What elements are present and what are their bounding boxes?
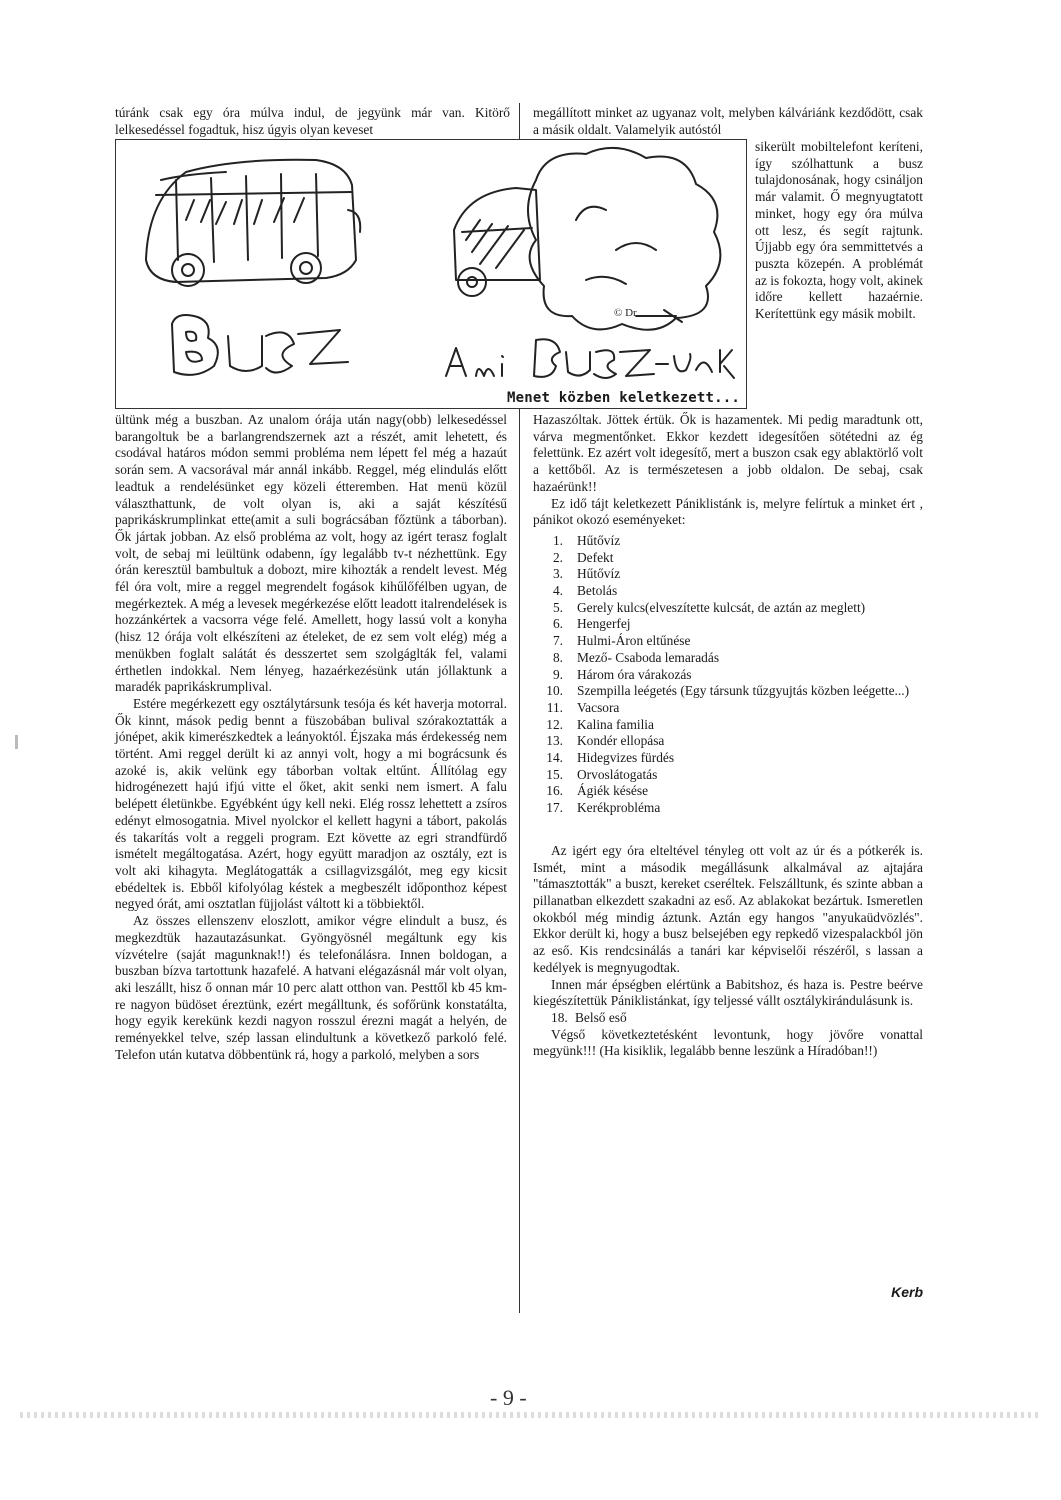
list-item-text: Hidegvizes fürdés [577, 750, 675, 766]
list-item-text: Mező- Csaboda lemaradás [577, 649, 720, 665]
panic-list-item [533, 667, 923, 684]
left-paragraph-3: Az összes ellenszenv eloszlott, amikor végre elindult a busz, és megkezdtük hazautazásunkat. Gyöngyösnél megáltunk egy kis vízvételre (saját magunknak!!) és telefonálásra. Innen boldogan, a buszban bízva tartottunk hazafelé. A hatvani elégazásnál már volt olyan, aki leszállt, hisz ő onnan már 10 perc alatt otthon van. Pesttől kb 45 km-re nagyon büdöset éreztünk, ezért megálltunk, és sofőrünk konstatálta, hogy egyik kerekünk kezdi nagyon rosszul érezni magát a helyén, de reményekkel telve, szép lassan elindultunk a következő parkoló felé. Telefon után kutatva döbbentünk rá, hogy a parkoló, melyben a sors [115, 913, 507, 1062]
list-item-text: Ágiék késése [577, 783, 649, 799]
panic-list-item [533, 600, 923, 617]
list-item-text: Vacsora [577, 699, 620, 715]
panic-list [533, 533, 923, 817]
panic-list-item [533, 800, 923, 817]
left-top-paragraph: túránk csak egy óra múlva indul, de jegyünk már van. Kitörő lelkesedéssel fogadtuk, hisz úgyis olyan keveset [115, 105, 510, 137]
list-item-number: 10. [546, 683, 563, 699]
list-item-number: 12. [546, 716, 563, 732]
panic-list-item [533, 550, 923, 567]
author-signature: Kerb [891, 1284, 923, 1300]
list-item-number: 15. [546, 766, 563, 782]
list-item-number: 9. [552, 666, 563, 682]
list-item-text: Kondér ellopása [577, 733, 665, 749]
list-item-number: 16. [546, 783, 563, 799]
figure-caption: Menet közben keletkezett... [507, 390, 740, 406]
artist-signature: © Dr [614, 307, 637, 319]
list-item-number: 13. [546, 733, 563, 749]
list-item-text: Hűtővíz [577, 566, 621, 582]
list-item-text: Hulmi-Áron eltűnése [577, 633, 691, 649]
panic-list-item [533, 733, 923, 750]
right-paragraph-4: Innen már épségben elértünk a Babitshoz, és haza is. Pestre beérve kiegészítettük Pániklistánkat, így teljessé vállt osztálykirándulásunk is. [533, 976, 923, 1009]
bus-drawing [116, 140, 746, 408]
panic-list-item [533, 616, 923, 633]
page-number: - 9 - [490, 1385, 527, 1410]
left-column-top [115, 105, 510, 138]
list-item-number: 18. [551, 1009, 568, 1025]
list-item-text: Kalina familia [577, 716, 654, 732]
list-item-number: 7. [552, 633, 563, 649]
list-item-number: 5. [552, 599, 563, 615]
list-item-number: 2. [552, 549, 563, 565]
panic-list-item [533, 633, 923, 650]
right-wrap-paragraph: sikerült mobiltelefont keríteni, így szólhattunk a busz tulajdonosának, hogy csináljon már valamit. Ő megnyugtatott minket, hogy egy óra múlva ott lesz, és segít rajtunk. Újjabb egy óra semmittetvés a puszta közepén. A problémát az is fokozta, hogy volt, akinek időre kellett hazaérnie. Kerítettünk egy másik mobilt. [755, 139, 923, 322]
list-item-number: 6. [552, 616, 563, 632]
list-item-text: Betolás [577, 583, 618, 599]
panic-list-item [533, 533, 923, 550]
panic-list-item [533, 717, 923, 734]
panic-list-item-18 [533, 1010, 923, 1027]
list-item-text: Hűtővíz [577, 532, 621, 548]
bus-illustration [115, 139, 747, 409]
list-item-text: Szempilla leégetés (Egy társunk tűzgyujtás közben leégette...) [577, 683, 910, 699]
right-column-top [533, 105, 923, 138]
scan-artifact [20, 1412, 1040, 1418]
list-item-text: Hengerfej [577, 616, 631, 632]
list-item-number: 14. [546, 750, 563, 766]
right-top-paragraph: megállított minket az ugyanaz volt, melyben kálváriánk kezdődött, csak a másik oldalt. Valamelyik autóstól [533, 105, 923, 137]
right-paragraph-2: Ez idő tájt keletkezett Pániklistánk is, melyre felírtuk a minket ért , pánikot okozó eseményeket: [533, 495, 923, 528]
right-column-wrap-text [755, 139, 923, 323]
panic-list-item [533, 783, 923, 800]
list-item-text: Gerely kulcs(elveszítette kulcsát, de aztán az meglett) [577, 599, 866, 615]
list-item-number: 11. [546, 699, 563, 715]
panic-list-item [533, 683, 923, 700]
list-item-number: 17. [546, 800, 563, 816]
left-column [115, 412, 507, 1063]
margin-mark [15, 735, 18, 749]
right-paragraph-1: Hazaszóltak. Jöttek értük. Ők is hazamentek. Mi pedig maradtunk ott, várva megmentőnket. Ekkor kezdett idegesítően sötétedni az ég felettünk. Ez azért volt idegesítő, mert a buszon csak egy ablaktörlő volt a kettőből. Az is természetesen a jobb oldalon. De sebaj, csak hazaérünk!! [533, 412, 923, 494]
panic-list-item [533, 750, 923, 767]
list-item-text: Belső eső [575, 1009, 627, 1025]
left-paragraph-2: Estére megérkezett egy osztálytársunk tesója és két haverja motorral. Ők kinnt, mások pedig bennt a füszobában bulival szórakoztatták a jónépet, akik kimerészkedtek a leányoktól. Éjszaka más érdekesség nem történt. Ami reggel derült ki az annyi volt, hogy a mi bográcsunk és azoké is, akik velünk egy táborban voltak eltűnt. Állítólag egy hidrogénezett hajú ifjú vitte el őket, akit senki nem ismert. A falu belépett életünkbe. Egyébként úgy kell neki. Elég rossz lehettett a zsíros edényt elmosogatnia. Mivel nyolckor el kellett hagyni a tábort, pakolás és takarítás volt a reggeli program. Ezt követte az egri strandfürdő ismételt megáltogatása. Azért, hogy együtt maradjon az osztály, ezt is volt aki kihagyta. Meglátogatták a csillagvizsgálót, meg egy kicsit ebédeltek is. Ebből kifolyólag késtek a megbeszélt időponthoz képest negyed órát, ami osztatlan füjjolást váltott ki a többiektől. [115, 695, 507, 912]
left-drawing-label: Busz [156, 396, 159, 397]
right-paragraph-3: Az igért egy óra elteltével tényleg ott volt az úr és a pótkerék is. Ismét, mint a második megállásunk alkalmával az ajtajára "támasztották" a buszt, kereket cseréltek. Felszálltunk, és szinte abban a pillanatban elkezdett szakadni az eső. Az ablakokat bezártuk. Ismeretlen okokból még mindig áztunk. Aztán egy hangos "anyukaüdvözlés". Ekkor derült ki, hogy a busz belsejében egy repkedő vizespalackból jön az eső. Kis rendcsinálás a tanári kar képviselői részéről, s lassan a kedélyek is megnyugodtak. [533, 842, 923, 975]
left-paragraph-1: ültünk még a buszban. Az unalom órája után nagy(obb) lelkesedéssel barangoltuk be a barlangrendszernek azt a részét, amit lehetett, és csodával határos módon semmi probléma nem lépett fel még a hazaút során sem. A vacsorával már annál inkább. Reggel, még elindulás előtt leadtuk a rendelésünket egy közeli étteremben. Hat menü közül választhattunk, de volt olyan is, aki a saját készítésű paprikáskrumplinkat ette(amit a suli bográcsában főztünk a táborban). Ők jártak jobban. Az első probléma az volt, hogy az igért terasz foglalt volt, de sebaj mi leültünk odabenn, így legalább tv-t nézhettünk. Egy órán keresztül bambultuk a dobozt, mire kihozták a rendelt levest. Még fél óra volt, mire a reggel megrendelt fogások kihűlőfélben ugyan, de megérkeztek. A még a levesek megérkezése előtt leadott italrendelések is hozzánkértek a vacsorra vége felé. Amellett, hogy lassú volt a konyha (hisz 12 órája volt elkészíteni az ételeket, de ez sem volt elég) még a menükben foglalt salátát és desszertet sem szolgáglták fel, valami érthetlen indokkal. Nem lényeg, hazaérkezésünk után jóllaktunk a maradék paprikáskrumplival. [115, 412, 507, 695]
panic-list-item [533, 767, 923, 784]
right-drawing-label: A mi Busz-unk! [446, 396, 453, 397]
panic-list-item [533, 566, 923, 583]
list-item-text: Orvoslátogatás [577, 766, 658, 782]
right-column [533, 412, 923, 1060]
list-item-text: Defekt [577, 549, 614, 565]
panic-list-item [533, 700, 923, 717]
panic-list-item [533, 583, 923, 600]
list-item-text: Három óra várakozás [577, 666, 692, 682]
list-item-text: Kerékprobléma [577, 800, 661, 816]
right-paragraph-5: Végső következtetésként levontunk, hogy jövőre vonattal megyünk!!! (Ha kisiklik, legalább benne leszünk a Híradóban!!) [533, 1026, 923, 1059]
list-item-number: 1. [552, 532, 563, 548]
list-item-number: 3. [552, 566, 563, 582]
panic-list-item [533, 650, 923, 667]
list-item-number: 4. [552, 583, 563, 599]
list-item-number: 8. [552, 649, 563, 665]
